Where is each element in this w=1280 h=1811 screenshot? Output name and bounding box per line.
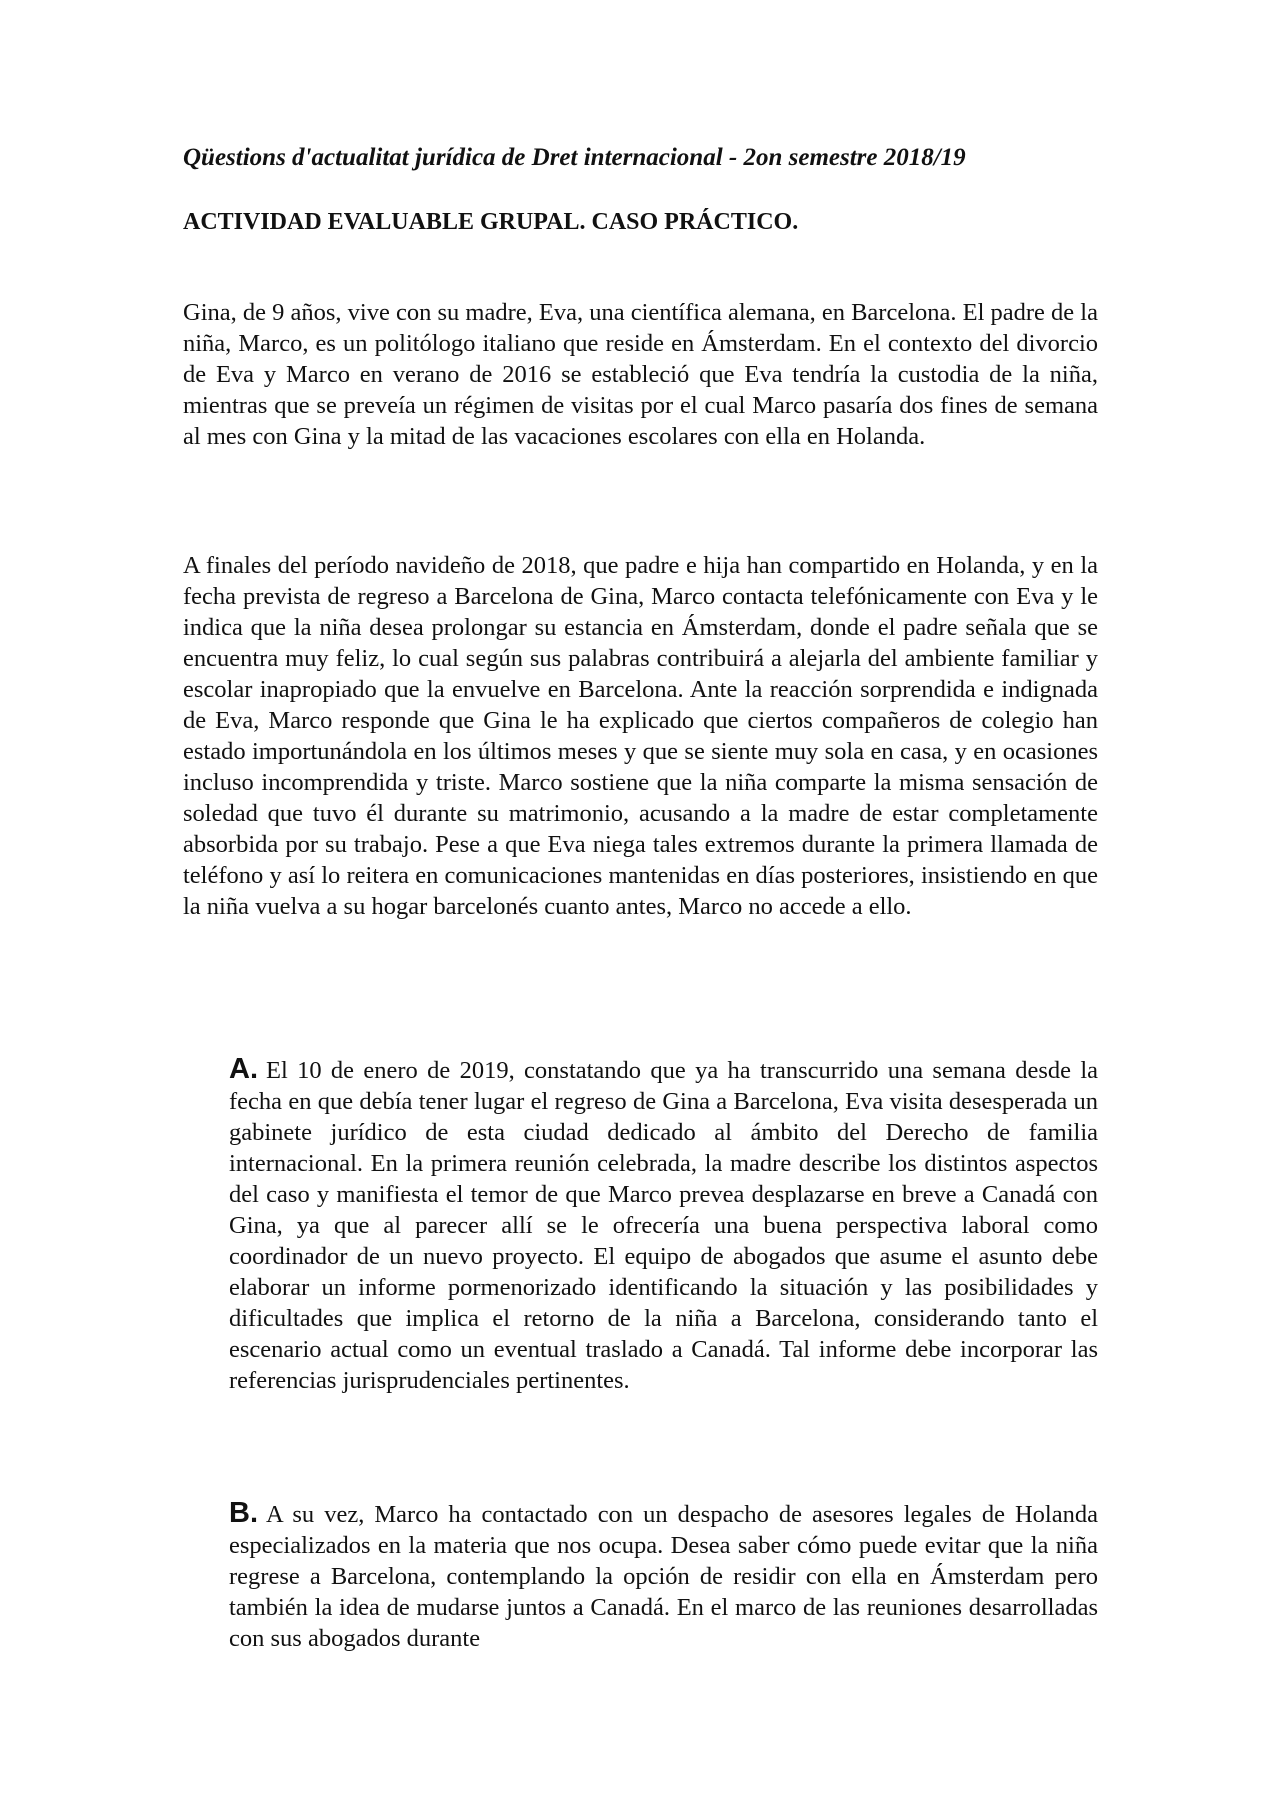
- question-b: [229, 1498, 1098, 1654]
- intro-paragraph: Gina, de 9 años, vive con su madre, Eva, una científica alemana, en Barcelona. El padre de la niña, Marco, es un politólogo italiano que reside en Ámsterdam. En el contexto del divorcio de Eva y Marco en verano de 2016 se estableció que Eva tendría la custodia de la niña, mientras que se preveía un régimen de visitas por el cual Marco pasaría dos fines de semana al mes con Gina y la mitad de las vacaciones escolares con ella en Holanda.: [183, 299, 1098, 450]
- question-b-text: A su vez, Marco ha contactado con un despacho de asesores legales de Holanda especializados en la materia que nos ocupa. Desea saber cómo puede evitar que la niña regrese a Barcelona, contemplando la opción de residir con ella en Ámsterdam pero también la idea de mudarse juntos a Canadá. En el marco de las reuniones desarrolladas con sus abogados durante: [229, 1501, 1098, 1652]
- activity-title: ACTIVIDAD EVALUABLE GRUPAL. CASO PRÁCTICO.: [183, 209, 799, 235]
- question-b-marker: B.: [229, 1497, 258, 1529]
- question-a-text: El 10 de enero de 2019, constatando que ya ha transcurrido una semana desde la fecha en que debía tener lugar el regreso de Gina a Barcelona, Eva visita desesperada un gabinete jurídico de esta ciudad dedicado al ámbito del Derecho de familia internacional. En la primera reunión celebrada, la madre describe los distintos aspectos del caso y manifiesta el temor de que Marco prevea desplazarse en breve a Canadá con Gina, ya que al parecer allí se le ofrecería una buena perspectiva laboral como coordinador de un nuevo proyecto. El equipo de abogados que asume el asunto debe elaborar un informe pormenorizado identificando la situación y las posibilidades y dificultades que implica el retorno de la niña a Barcelona, considerando tanto el escenario actual como un eventual traslado a Canadá. Tal informe debe incorporar las referencias jurisprudenciales pertinentes.: [229, 1057, 1098, 1394]
- question-a: [229, 1054, 1098, 1396]
- facts-paragraph: A finales del período navideño de 2018, que padre e hija han compartido en Holanda, y en la fecha prevista de regreso a Barcelona de Gina, Marco contacta telefónicamente con Eva y le indica que la niña desea prolongar su estancia en Ámsterdam, donde el padre señala que se encuentra muy feliz, lo cual según sus palabras contribuirá a alejarla del ambiente familiar y escolar inapropiado que la envuelve en Barcelona. Ante la reacción sorprendida e indignada de Eva, Marco responde que Gina le ha explicado que ciertos compañeros de colegio han estado importunándola en los últimos meses y que se siente muy sola en casa, y en ocasiones incluso incomprendida y triste. Marco sostiene que la niña comparte la misma sensación de soledad que tuvo él durante su matrimonio, acusando a la madre de estar completamente absorbida por su trabajo. Pese a que Eva niega tales extremos durante la primera llamada de teléfono y así lo reitera en comunicaciones mantenidas en días posteriores, insistiendo en que la niña vuelva a su hogar barcelonés cuanto antes, Marco no accede a ello.: [183, 552, 1098, 920]
- question-a-marker: A.: [229, 1053, 258, 1085]
- course-title: Qüestions d'actualitat jurídica de Dret internacional - 2on semestre 2018/19: [183, 144, 966, 171]
